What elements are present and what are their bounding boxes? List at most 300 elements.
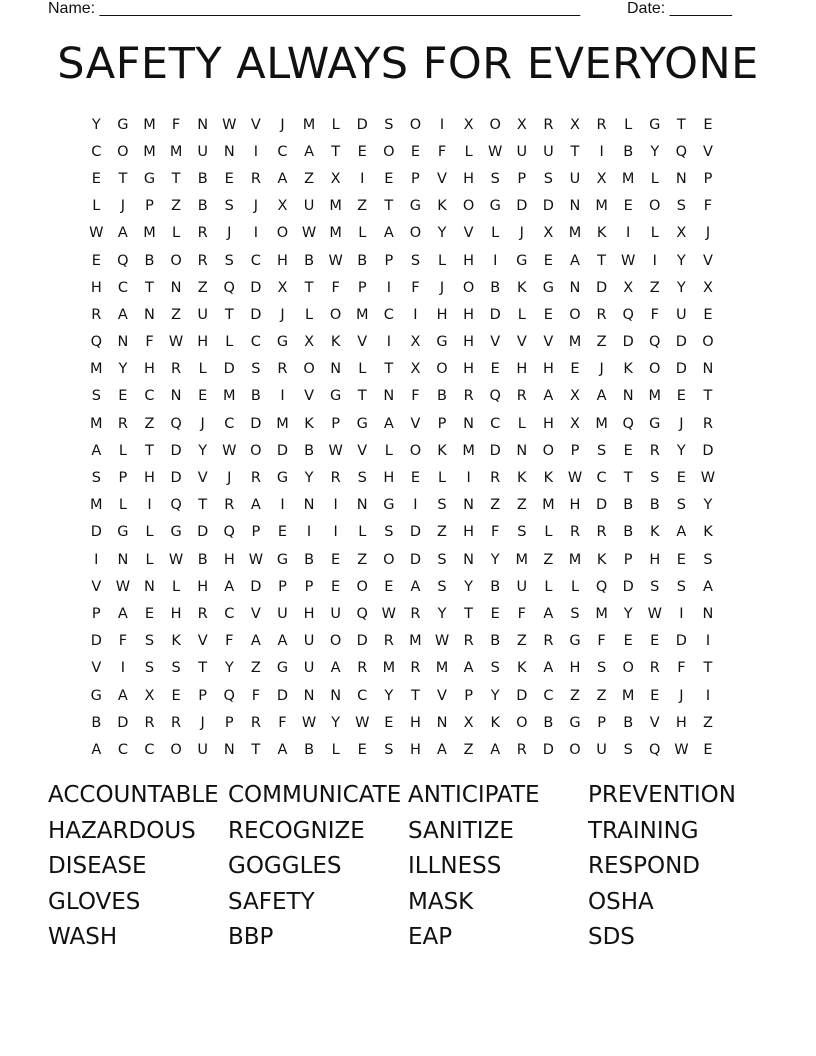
grid-letter: A <box>277 633 288 650</box>
grid-letter: N <box>463 415 475 432</box>
word-list-item: SANITIZE <box>408 817 514 844</box>
grid-letter: Y <box>676 252 686 269</box>
grid-letter: K <box>703 524 713 541</box>
grid-letter: L <box>358 524 367 541</box>
grid-letter: E <box>623 442 633 459</box>
grid-letter: Z <box>516 497 527 514</box>
grid-row <box>83 247 733 274</box>
grid-letter: P <box>437 415 447 432</box>
grid-letter: N <box>223 741 235 758</box>
grid-letter: R <box>91 306 102 323</box>
grid-letter: Z <box>649 279 660 296</box>
grid-letter: G <box>569 714 581 731</box>
grid-letter: S <box>650 470 660 487</box>
grid-letter: H <box>569 660 581 677</box>
grid-letter: L <box>437 252 447 269</box>
grid-letter: L <box>544 524 553 541</box>
grid-letter: Y <box>118 361 128 378</box>
grid-letter: Z <box>437 524 447 541</box>
grid-letter: S <box>384 524 394 541</box>
grid-letter: N <box>436 714 448 731</box>
grid-letter: S <box>676 198 686 215</box>
grid-letter: D <box>409 551 421 568</box>
grid-letter: G <box>170 524 182 541</box>
grid-letter: P <box>357 279 367 296</box>
grid-letter: M <box>143 116 156 133</box>
word-list-item: DISEASE <box>48 853 147 879</box>
grid-letter: D <box>276 687 289 704</box>
grid-letter: L <box>331 116 340 133</box>
grid-letter: F <box>437 143 447 160</box>
grid-letter: S <box>676 578 686 595</box>
grid-letter: H <box>144 361 155 378</box>
grid-letter: X <box>516 116 527 133</box>
grid-row <box>83 628 733 655</box>
grid-letter: D <box>250 415 262 432</box>
grid-letter: E <box>198 388 208 405</box>
grid-letter: U <box>516 578 528 595</box>
grid-letter: O <box>649 361 661 378</box>
grid-letter: F <box>145 334 154 351</box>
grid-letter: Y <box>490 687 500 704</box>
grid-letter: P <box>384 252 394 269</box>
grid-letter: A <box>304 143 314 160</box>
grid-letter: F <box>650 306 659 323</box>
grid-letter: B <box>91 714 102 731</box>
grid-letter: V <box>357 442 368 459</box>
grid-letter: R <box>144 714 155 731</box>
grid-letter: R <box>410 660 421 677</box>
grid-letter: M <box>595 415 608 432</box>
grid-letter: D <box>223 361 235 378</box>
word-list-item: RECOGNIZE <box>228 817 365 844</box>
grid-letter: M <box>143 225 156 242</box>
grid-letter: E <box>144 605 155 622</box>
grid-letter: X <box>304 334 315 351</box>
grid-letter: T <box>703 388 713 405</box>
grid-letter: D <box>542 198 554 215</box>
grid-letter: D <box>90 524 102 541</box>
grid-letter: I <box>360 170 365 187</box>
grid-letter: K <box>650 524 660 541</box>
grid-letter: H <box>516 361 528 378</box>
grid-letter: T <box>597 252 606 269</box>
grid-letter: S <box>384 116 394 133</box>
grid-letter: Q <box>356 605 368 622</box>
grid-letter: W <box>355 714 370 731</box>
grid-letter: L <box>491 225 500 242</box>
grid-letter: I <box>413 306 418 323</box>
grid-row <box>83 193 733 220</box>
grid-letter: V <box>357 334 368 351</box>
grid-letter: L <box>358 225 367 242</box>
grid-row <box>83 437 733 464</box>
grid-letter: Z <box>197 279 208 296</box>
grid-letter: B <box>490 633 501 650</box>
grid-letter: O <box>569 741 581 758</box>
grid-letter: K <box>543 470 554 487</box>
grid-letter: I <box>253 143 258 160</box>
grid-letter: Z <box>702 714 713 731</box>
grid-letter: V <box>463 225 474 242</box>
grid-letter: I <box>280 497 285 514</box>
grid-letter: J <box>679 415 684 432</box>
grid-letter: A <box>570 252 580 269</box>
grid-letter: E <box>331 551 341 568</box>
grid-letter: Z <box>543 551 554 568</box>
grid-letter: Z <box>144 415 155 432</box>
grid-letter: H <box>436 306 448 323</box>
grid-letter: W <box>434 633 450 650</box>
grid-letter: A <box>383 225 394 242</box>
grid-letter: L <box>198 361 207 378</box>
grid-letter: Z <box>490 497 501 514</box>
grid-letter: Q <box>649 741 661 758</box>
grid-letter: Y <box>623 605 633 622</box>
grid-letter: P <box>570 442 580 459</box>
grid-letter: O <box>542 442 555 459</box>
grid-letter: V <box>437 687 447 704</box>
grid-letter: R <box>702 415 713 432</box>
grid-letter: I <box>705 687 711 704</box>
grid-letter: W <box>222 116 237 133</box>
grid-letter: M <box>542 497 555 514</box>
grid-letter: S <box>703 551 713 568</box>
grid-letter: T <box>145 279 154 296</box>
grid-letter: S <box>224 198 234 215</box>
grid-letter: N <box>622 388 634 405</box>
grid-letter: H <box>409 741 421 758</box>
grid-letter: R <box>649 660 660 677</box>
grid-letter: W <box>168 551 184 568</box>
grid-letter: G <box>542 279 555 296</box>
grid-letter: R <box>410 605 421 622</box>
grid-letter: T <box>198 660 208 677</box>
grid-letter: O <box>117 143 129 160</box>
grid-letter: U <box>197 306 208 323</box>
grid-letter: N <box>117 334 129 351</box>
grid-letter: G <box>276 660 289 677</box>
grid-letter: Q <box>622 415 634 432</box>
grid-letter: V <box>437 170 447 187</box>
header-row <box>48 0 748 20</box>
grid-letter: M <box>568 334 582 351</box>
grid-letter: D <box>516 687 528 704</box>
grid-letter: W <box>647 605 662 622</box>
grid-letter: N <box>330 361 342 378</box>
grid-letter: P <box>623 551 633 568</box>
grid-letter: N <box>330 687 342 704</box>
grid-letter: J <box>679 687 684 704</box>
grid-letter: V <box>543 334 554 351</box>
grid-letter: Y <box>650 143 660 160</box>
grid-letter: R <box>117 415 128 432</box>
grid-letter: I <box>493 252 498 269</box>
grid-letter: L <box>464 143 473 160</box>
grid-letter: M <box>515 551 529 568</box>
grid-letter: G <box>276 334 289 351</box>
grid-letter: X <box>410 334 421 351</box>
grid-letter: X <box>410 361 421 378</box>
grid-letter: W <box>621 252 636 269</box>
grid-letter: F <box>278 714 287 731</box>
grid-letter: M <box>143 143 156 160</box>
puzzle-title: SAFETY ALWAYS FOR EVERYONE <box>57 39 759 89</box>
grid-letter: S <box>437 551 447 568</box>
grid-letter: N <box>702 605 714 622</box>
grid-letter: E <box>91 170 101 187</box>
grid-letter: N <box>197 116 209 133</box>
word-list-item: MASK <box>408 888 474 915</box>
grid-letter: T <box>384 361 394 378</box>
grid-letter: V <box>197 470 208 487</box>
grid-letter: F <box>411 388 420 405</box>
grid-letter: S <box>437 578 447 595</box>
grid-letter: M <box>355 306 369 323</box>
grid-letter: D <box>516 198 528 215</box>
grid-letter: R <box>463 388 474 405</box>
grid-letter: G <box>117 524 129 541</box>
grid-letter: C <box>224 605 235 622</box>
grid-letter: D <box>250 306 262 323</box>
grid-letter: R <box>490 470 501 487</box>
grid-letter: X <box>463 116 474 133</box>
grid-letter: W <box>567 470 583 487</box>
grid-letter: T <box>464 605 474 622</box>
grid-letter: T <box>224 306 234 323</box>
grid-letter: M <box>462 442 475 459</box>
grid-letter: E <box>650 633 660 650</box>
grid-letter: S <box>437 497 447 514</box>
grid-letter: T <box>331 143 341 160</box>
grid-letter: E <box>224 170 234 187</box>
grid-letter: B <box>304 442 315 459</box>
grid-letter: O <box>329 633 342 650</box>
grid-letter: M <box>621 170 635 187</box>
grid-letter: E <box>384 578 394 595</box>
grid-letter: M <box>329 225 342 242</box>
grid-letter: Y <box>676 279 686 296</box>
grid-letter: U <box>303 633 315 650</box>
grid-letter: E <box>543 252 553 269</box>
grid-letter: B <box>623 143 634 160</box>
grid-letter: E <box>570 361 580 378</box>
grid-letter: T <box>384 198 394 215</box>
grid-letter: F <box>118 633 128 650</box>
grid-letter: I <box>333 497 338 514</box>
word-list-item: ACCOUNTABLE <box>48 782 219 808</box>
grid-letter: B <box>197 170 208 187</box>
grid-letter: Y <box>437 225 447 242</box>
grid-letter: V <box>702 143 713 160</box>
grid-letter: D <box>250 279 262 296</box>
grid-letter: E <box>357 741 367 758</box>
grid-letter: V <box>490 334 501 351</box>
grid-letter: E <box>277 524 288 541</box>
grid-letter: J <box>439 279 445 296</box>
grid-letter: L <box>570 578 580 595</box>
grid-letter: M <box>329 198 342 215</box>
grid-letter: V <box>250 116 261 133</box>
grid-letter: W <box>168 334 184 351</box>
grid-letter: G <box>489 198 501 215</box>
grid-letter: E <box>118 388 128 405</box>
grid-letter: L <box>331 741 340 758</box>
word-list-item: GOGGLES <box>228 853 342 879</box>
grid-letter: S <box>171 660 181 677</box>
grid-letter: B <box>197 551 208 568</box>
grid-letter: I <box>413 497 418 514</box>
grid-letter: N <box>675 170 687 187</box>
grid-letter: E <box>623 633 633 650</box>
grid-letter: X <box>570 388 580 405</box>
grid-letter: M <box>382 660 396 677</box>
grid-letter: Q <box>170 415 182 432</box>
word-list-item: PREVENTION <box>588 782 736 808</box>
letter-grid <box>83 111 733 764</box>
grid-letter: X <box>702 279 713 296</box>
grid-letter: Y <box>676 442 686 459</box>
grid-letter: Q <box>595 578 608 595</box>
grid-row <box>83 329 733 356</box>
grid-letter: N <box>569 279 581 296</box>
grid-letter: K <box>596 225 607 242</box>
grid-letter: F <box>597 633 606 650</box>
grid-letter: B <box>250 388 261 405</box>
grid-letter: O <box>516 714 528 731</box>
grid-letter: V <box>649 714 660 731</box>
grid-letter: G <box>90 687 102 704</box>
grid-letter: T <box>251 741 261 758</box>
grid-letter: G <box>143 170 156 187</box>
grid-letter: X <box>570 116 580 133</box>
grid-row <box>83 573 733 600</box>
grid-letter: X <box>570 415 580 432</box>
grid-letter: M <box>595 605 608 622</box>
grid-letter: L <box>384 442 393 459</box>
word-list-item: GLOVES <box>48 888 141 915</box>
grid-letter: O <box>702 334 714 351</box>
grid-row <box>83 682 733 709</box>
grid-letter: E <box>543 306 553 323</box>
grid-letter: A <box>277 741 288 758</box>
grid-letter: A <box>250 497 261 514</box>
grid-letter: F <box>677 660 686 677</box>
grid-letter: O <box>250 442 262 459</box>
grid-letter: W <box>674 741 689 758</box>
grid-letter: H <box>409 714 421 731</box>
grid-row <box>83 736 733 763</box>
grid-letter: F <box>703 198 713 215</box>
grid-letter: U <box>330 605 341 622</box>
grid-letter: W <box>301 225 317 242</box>
grid-letter: A <box>543 388 554 405</box>
grid-letter: P <box>703 170 713 187</box>
grid-letter: K <box>517 660 527 677</box>
grid-letter: D <box>489 306 501 323</box>
grid-letter: H <box>649 551 661 568</box>
grid-letter: P <box>118 470 128 487</box>
grid-row <box>83 492 733 519</box>
grid-letter: I <box>466 470 471 487</box>
grid-letter: U <box>569 170 581 187</box>
grid-letter: Q <box>117 252 129 269</box>
grid-letter: R <box>171 361 182 378</box>
grid-letter: Z <box>357 551 368 568</box>
grid-letter: U <box>303 660 315 677</box>
grid-letter: R <box>516 388 527 405</box>
grid-letter: U <box>197 143 208 160</box>
grid-letter: A <box>91 741 102 758</box>
grid-letter: D <box>197 524 209 541</box>
grid-letter: K <box>490 714 500 731</box>
grid-letter: N <box>702 361 714 378</box>
grid-letter: X <box>596 170 607 187</box>
grid-letter: H <box>463 306 475 323</box>
grid-row <box>83 274 733 301</box>
grid-letter: A <box>250 633 261 650</box>
grid-letter: A <box>117 687 128 704</box>
grid-letter: O <box>649 198 661 215</box>
grid-letter: N <box>463 551 475 568</box>
grid-letter: E <box>650 687 660 704</box>
grid-row <box>83 600 733 627</box>
grid-letter: N <box>383 388 395 405</box>
grid-letter: R <box>543 633 554 650</box>
grid-letter: G <box>409 198 422 215</box>
grid-letter: D <box>170 470 182 487</box>
grid-letter: H <box>170 605 182 622</box>
grid-letter: C <box>277 143 288 160</box>
grid-letter: N <box>569 198 581 215</box>
grid-letter: L <box>92 198 101 215</box>
grid-letter: W <box>328 252 343 269</box>
grid-letter: C <box>543 687 554 704</box>
grid-letter: O <box>383 143 395 160</box>
grid-letter: C <box>490 415 501 432</box>
grid-letter: E <box>490 361 500 378</box>
grid-letter: P <box>91 605 101 622</box>
word-list-item: WASH <box>48 924 118 950</box>
grid-letter: G <box>569 633 581 650</box>
grid-letter: V <box>91 660 102 677</box>
grid-letter: X <box>463 714 474 731</box>
grid-letter: K <box>517 470 527 487</box>
grid-letter: C <box>250 334 261 351</box>
grid-letter: K <box>171 633 181 650</box>
grid-letter: U <box>303 198 315 215</box>
grid-letter: E <box>703 116 713 133</box>
grid-row <box>83 111 733 138</box>
grid-letter: A <box>277 170 288 187</box>
grid-letter: P <box>278 578 287 595</box>
grid-letter: W <box>248 551 264 568</box>
grid-letter: N <box>170 279 182 296</box>
word-list-item: SDS <box>588 924 635 950</box>
grid-letter: C <box>117 279 128 296</box>
grid-letter: Y <box>384 687 394 704</box>
grid-letter: Z <box>250 660 261 677</box>
grid-letter: M <box>302 116 316 133</box>
grid-letter: W <box>89 225 104 242</box>
grid-letter: D <box>489 442 501 459</box>
grid-letter: C <box>224 415 235 432</box>
grid-letter: C <box>117 741 128 758</box>
grid-letter: K <box>596 551 607 568</box>
grid-letter: L <box>624 116 633 133</box>
grid-letter: F <box>251 687 261 704</box>
grid-letter: T <box>703 660 713 677</box>
